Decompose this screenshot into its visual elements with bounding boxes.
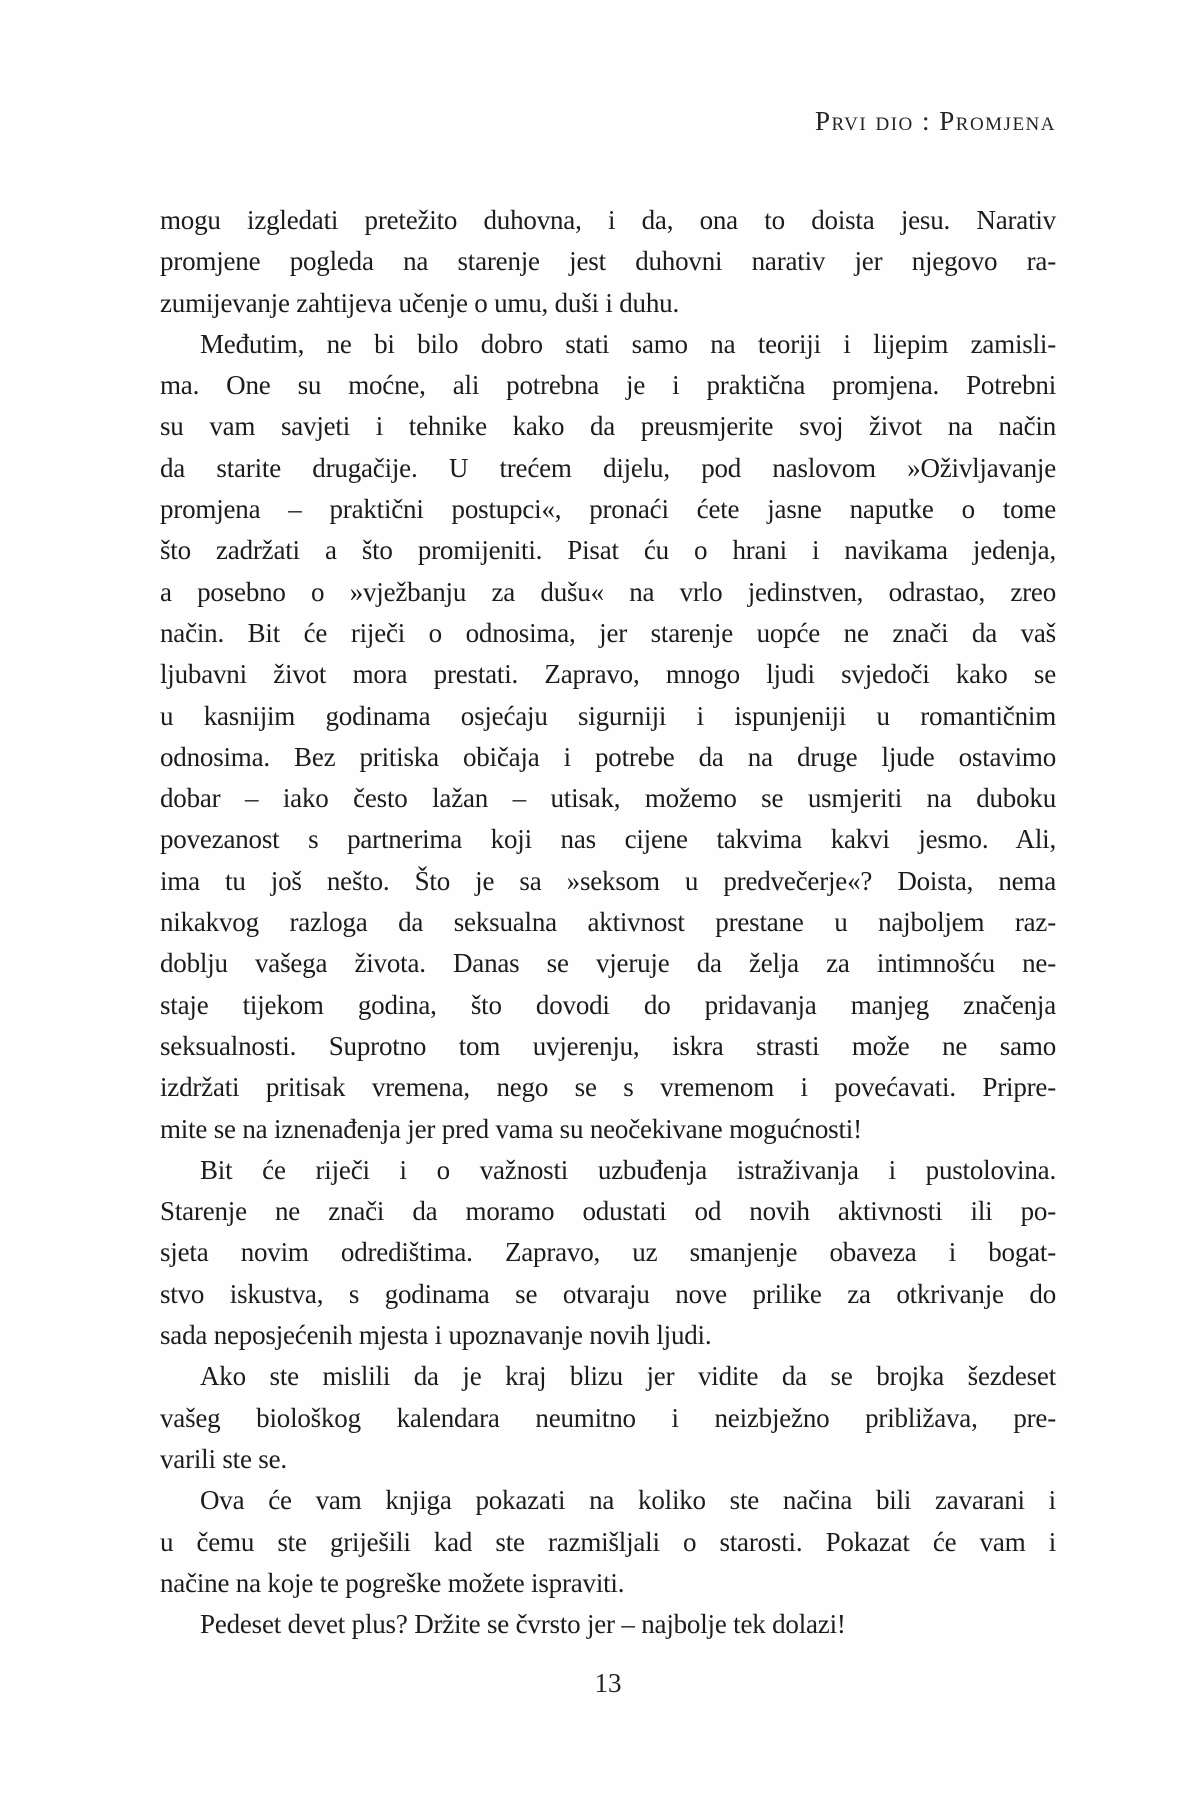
text-line: Pedeset devet plus? Držite se čvrsto jer – najbolje tek dolazi! <box>200 1609 846 1640</box>
text-line: zumijevanje zahtijeva učenje o umu, duši i duhu. <box>160 287 679 318</box>
text-line: u čemu ste griješili kad ste razmišljali o starosti. Pokazat će vam i <box>160 1526 1056 1557</box>
text-line: odnosima. Bez pritiska običaja i potrebe da na druge ljude ostavimo <box>160 741 1056 772</box>
text-line: dobar – iako često lažan – utisak, možemo se usmjeriti na duboku <box>160 783 1056 814</box>
text-line: načine na koje te pogreške možete ispraviti. <box>160 1567 625 1598</box>
text-line: nikakvog razloga da seksualna aktivnost prestane u najboljem raz- <box>160 907 1056 938</box>
page-number: 13 <box>594 1668 622 1698</box>
paragraph <box>160 1604 1056 1645</box>
text-line: ljubavni život mora prestati. Zapravo, mnogo ljudi svjedoči kako se <box>160 659 1056 690</box>
text-line: staje tijekom godina, što dovodi do pridavanja manjeg značenja <box>160 989 1056 1020</box>
paragraph <box>160 200 1056 324</box>
paragraph <box>160 1150 1056 1356</box>
text-line: sjeta novim odredištima. Zapravo, uz smanjenje obaveza i bogat- <box>160 1237 1056 1268</box>
text-line: promjene pogleda na starenje jest duhovni narativ jer njegovo ra- <box>160 246 1056 277</box>
text-line: Starenje ne znači da moramo odustati od novih aktivnosti ili po- <box>160 1196 1056 1227</box>
text-line: promjena – praktični postupci«, pronaći ćete jasne naputke o tome <box>160 494 1056 525</box>
text-line: Bit će riječi i o važnosti uzbuđenja istraživanja i pustolovina. <box>200 1154 1056 1185</box>
text-line: Međutim, ne bi bilo dobro stati samo na teoriji i lijepim zamisli- <box>200 328 1056 359</box>
text-line: mite se na iznenađenja jer pred vama su neočekivane mogućnosti! <box>160 1113 862 1144</box>
text-line: u kasnijim godinama osjećaju sigurniji i ispunjeniji u romantičnim <box>160 700 1056 731</box>
text-line: su vam savjeti i tehnike kako da preusmjerite svoj život na način <box>160 411 1056 442</box>
text-line: što zadržati a što promijeniti. Pisat ću o hrani i navikama jedenja, <box>160 535 1056 566</box>
text-line: izdržati pritisak vremena, nego se s vremenom i povećavati. Pripre- <box>160 1072 1056 1103</box>
running-header: Prvi dio : Promjena <box>815 106 1056 136</box>
paragraph <box>160 324 1056 1150</box>
text-line: Ako ste mislili da je kraj blizu jer vidite da se brojka šezdeset <box>200 1361 1056 1392</box>
text-line: da starite drugačije. U trećem dijelu, pod naslovom »Oživljavanje <box>160 452 1056 483</box>
text-line: seksualnosti. Suprotno tom uvjerenju, iskra strasti može ne samo <box>160 1030 1056 1061</box>
paragraph <box>160 1480 1056 1604</box>
paragraph <box>160 1356 1056 1480</box>
text-line: doblju vašega života. Danas se vjeruje da želja za intimnošću ne- <box>160 948 1056 979</box>
text-line: Ova će vam knjiga pokazati na koliko ste načina bili zavarani i <box>200 1485 1056 1516</box>
text-line: povezanost s partnerima koji nas cijene takvima kakvi jesmo. Ali, <box>160 824 1056 855</box>
text-line: stvo iskustva, s godinama se otvaraju nove prilike za otkrivanje do <box>160 1278 1056 1309</box>
text-line: a posebno o »vježbanju za dušu« na vrlo jedinstven, odrastao, zreo <box>160 576 1056 607</box>
text-line: mogu izgledati pretežito duhovna, i da, ona to doista jesu. Narativ <box>160 205 1056 235</box>
body-text <box>160 200 1056 1645</box>
text-line: ima tu još nešto. Što je sa »seksom u predvečerje«? Doista, nema <box>160 865 1056 896</box>
text-line: ma. One su moćne, ali potrebna je i praktična promjena. Potrebni <box>160 370 1056 401</box>
text-line: vašeg biološkog kalendara neumitno i neizbježno približava, pre- <box>160 1402 1056 1433</box>
text-line: sada neposjećenih mjesta i upoznavanje novih ljudi. <box>160 1320 712 1351</box>
text-line: način. Bit će riječi o odnosima, jer starenje uopće ne znači da vaš <box>160 617 1056 648</box>
text-line: varili ste se. <box>160 1443 287 1474</box>
